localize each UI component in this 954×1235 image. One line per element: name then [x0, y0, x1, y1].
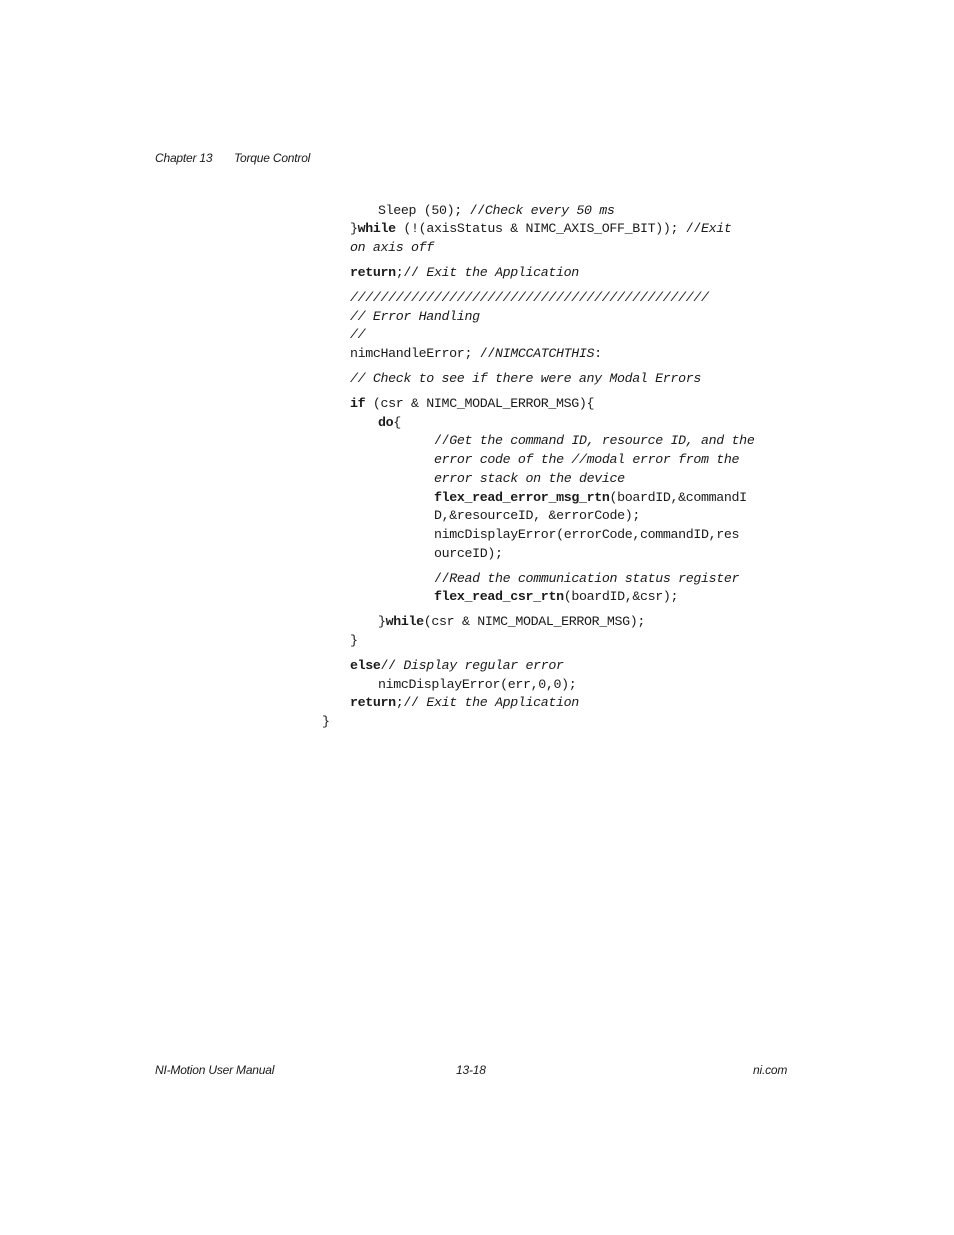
- code-token: }: [350, 633, 358, 648]
- code-line-get-comment-1: [434, 433, 754, 449]
- footer-site: ni.com: [753, 1063, 788, 1077]
- code-token: nimcDisplayError(errorCode,commandID,res: [434, 527, 740, 542]
- code-line-else: [350, 658, 564, 674]
- code-line-return: [350, 265, 579, 281]
- code-line-if-close: [350, 633, 358, 649]
- code-token: ourceID);: [434, 546, 503, 561]
- code-token: }: [350, 221, 358, 236]
- code-line-do-while: [378, 614, 645, 630]
- code-function: flex_read_csr_rtn: [434, 589, 564, 604]
- code-comment: // Error Handling: [350, 309, 480, 324]
- code-line-display-regular: [378, 677, 576, 693]
- code-token: //: [434, 433, 450, 448]
- code-comment: Get the command ID, resource ID, and the: [449, 433, 755, 448]
- code-line-get-comment-3: [434, 471, 625, 487]
- footer-manual-title: NI-Motion User Manual: [155, 1063, 275, 1077]
- code-line-handle-error: [350, 346, 602, 362]
- code-line-if: [350, 396, 594, 412]
- code-token: ;//: [395, 265, 427, 280]
- code-keyword: while: [385, 614, 424, 629]
- code-token: ;//: [395, 695, 427, 710]
- code-comment: on axis off: [350, 240, 434, 255]
- code-line-get-comment-2: [434, 452, 739, 468]
- code-comment: NIMCCATCHTHIS: [494, 346, 595, 361]
- code-token: (boardID,&csr);: [563, 589, 679, 604]
- code-line-display-error: [434, 527, 739, 543]
- code-keyword: else: [350, 658, 381, 673]
- code-function: flex_read_error_msg_rtn: [434, 490, 610, 505]
- code-comment: Exit the Application: [426, 695, 579, 710]
- code-line-modal-check: [350, 371, 701, 387]
- chapter-title: Torque Control: [234, 151, 311, 165]
- code-comment: Check every 50 ms: [484, 203, 615, 218]
- code-token: {: [393, 415, 401, 430]
- code-comment: Exit: [700, 221, 732, 236]
- code-comment: //: [350, 327, 366, 342]
- code-token: }: [378, 614, 386, 629]
- code-token: :: [594, 346, 602, 361]
- code-comment: error code of the //modal error from the: [434, 452, 740, 467]
- code-token: }: [322, 714, 330, 729]
- code-line-separator: [350, 290, 709, 306]
- code-token: Sleep (50);: [378, 203, 470, 218]
- code-token: //: [685, 221, 701, 236]
- code-line-sleep: [378, 203, 615, 219]
- code-line-func-close: [322, 714, 330, 730]
- code-line-while: [350, 221, 732, 237]
- code-keyword: return: [350, 265, 396, 280]
- code-line-while-cont: [350, 240, 434, 256]
- code-keyword: while: [357, 221, 396, 236]
- code-comment: Exit the Application: [426, 265, 579, 280]
- code-line-read-csr: [434, 589, 678, 605]
- code-keyword: do: [378, 415, 394, 430]
- code-line-display-error-cont: [434, 546, 503, 562]
- code-line-do: [378, 415, 401, 431]
- code-token: //: [434, 571, 450, 586]
- code-token: D,&resourceID, &errorCode);: [434, 508, 640, 523]
- code-comment: Display regular error: [403, 658, 564, 673]
- code-line-read-error-cont: [434, 508, 640, 524]
- code-token: nimcDisplayError(err,0,0);: [378, 677, 577, 692]
- code-line-blank-comment: [350, 327, 365, 343]
- code-comment: ///////////////////////////////////////////////: [350, 290, 709, 305]
- code-line-error-handling: [350, 309, 480, 325]
- code-line-return-final: [350, 695, 579, 711]
- code-token: (csr & NIMC_MODAL_ERROR_MSG);: [423, 614, 646, 629]
- code-comment: Read the communication status register: [449, 571, 740, 586]
- code-token: (csr & NIMC_MODAL_ERROR_MSG){: [365, 396, 595, 411]
- code-line-read-comm-comment: [434, 571, 739, 587]
- chapter-label: Chapter 13: [155, 151, 213, 165]
- code-comment: // Check to see if there were any Modal Errors: [350, 371, 701, 386]
- code-token: nimcHandleError; //: [350, 346, 495, 361]
- footer-page-number: 13-18: [456, 1063, 486, 1077]
- code-keyword: return: [350, 695, 396, 710]
- code-keyword: if: [350, 396, 366, 411]
- code-token: //: [469, 203, 485, 218]
- code-line-read-error: [434, 490, 747, 506]
- code-token: (!(axisStatus & NIMC_AXIS_OFF_BIT));: [395, 221, 686, 236]
- code-token: //: [380, 658, 404, 673]
- code-comment: error stack on the device: [434, 471, 625, 486]
- code-token: (boardID,&commandI: [609, 490, 747, 505]
